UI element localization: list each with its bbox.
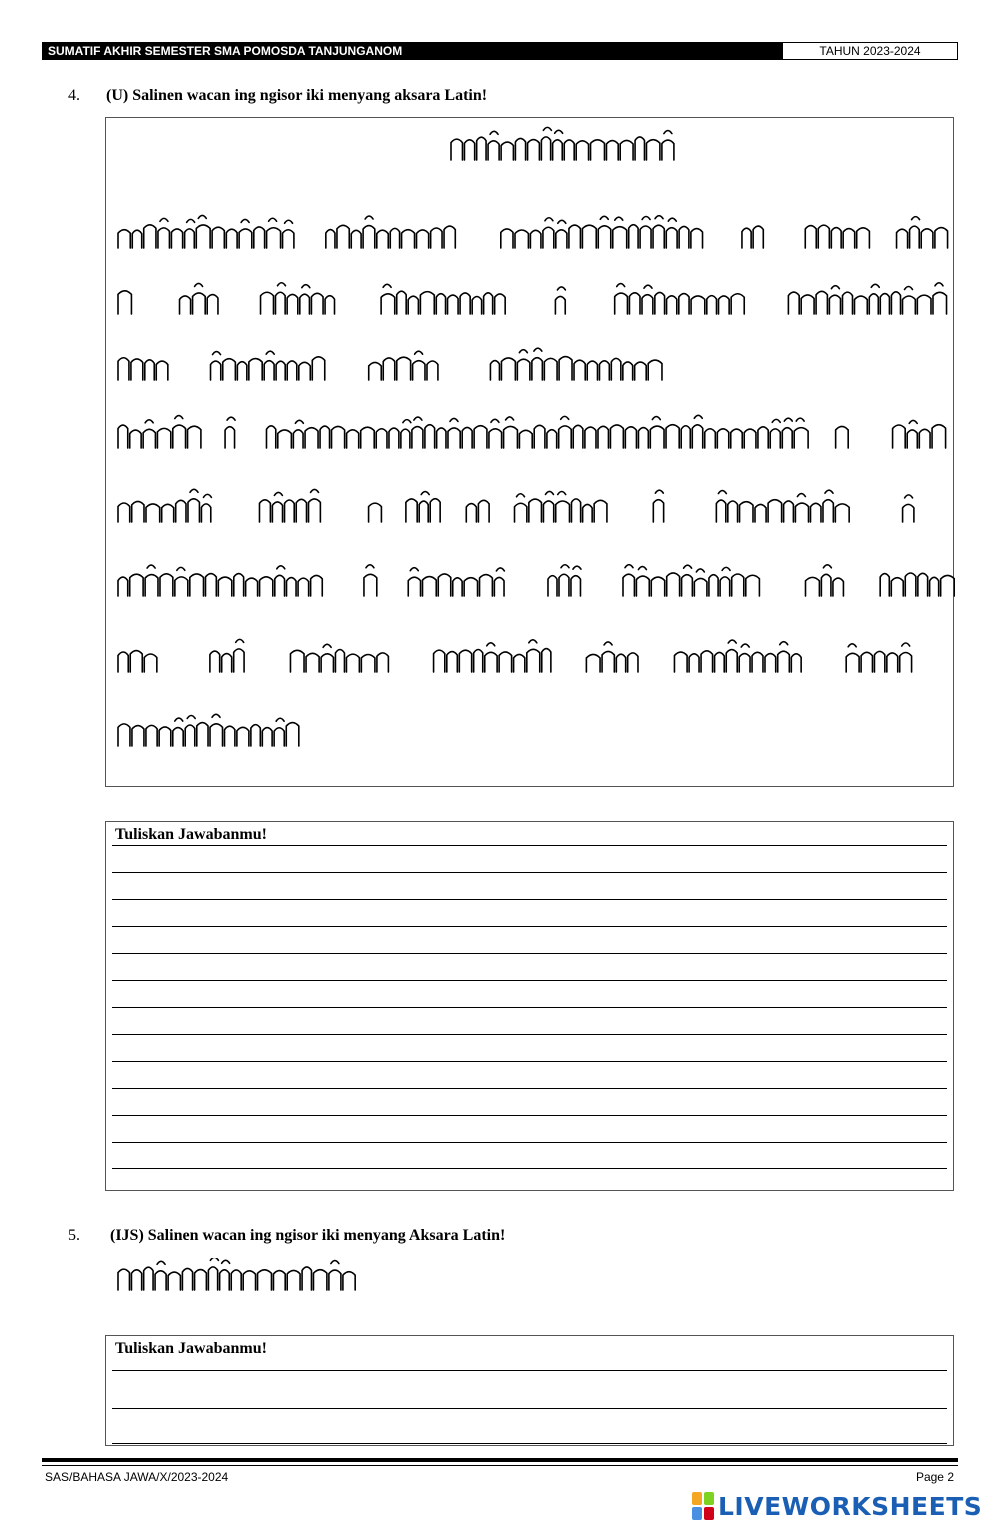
- question-text: (U) Salinen wacan ing ngisor iki menyang aksara Latin!: [106, 87, 488, 104]
- answer-box-5[interactable]: [105, 1335, 954, 1446]
- footer-code: SAS/BAHASA JAWA/X/2023-2024: [45, 1470, 229, 1484]
- answer-line: [112, 953, 947, 954]
- answer-line: [112, 1168, 947, 1169]
- question-4: [68, 87, 928, 109]
- question-number: 4.: [68, 87, 80, 104]
- liveworksheets-logo-icon: [692, 1492, 714, 1520]
- answer-line: [112, 899, 947, 900]
- question-number: 5.: [68, 1227, 80, 1244]
- answer-line: [112, 926, 947, 927]
- answer-line: [112, 1443, 947, 1444]
- answer-line: [112, 1034, 947, 1035]
- page-number: Page 2: [915, 1470, 954, 1484]
- answer-line: [112, 1061, 947, 1062]
- answer-line: [112, 1370, 947, 1371]
- answer-line: [112, 845, 947, 846]
- question-text: (IJS) Salinen wacan ing ngisor iki menyang Aksara Latin!: [110, 1227, 506, 1244]
- header-school-title: SUMATIF AKHIR SEMESTER SMA POMOSDA TANJUNGANOM: [42, 42, 782, 60]
- javanese-script-image: [106, 118, 955, 788]
- javanese-script-line: [114, 1258, 374, 1298]
- question-5: [68, 1227, 928, 1249]
- answer-title: Tuliskan Jawabanmu!: [115, 826, 267, 843]
- header-year: TAHUN 2023-2024: [782, 42, 958, 60]
- answer-line: [112, 1088, 947, 1089]
- answer-line: [112, 872, 947, 873]
- answer-line: [112, 1007, 947, 1008]
- answer-line: [112, 1115, 947, 1116]
- answer-title: Tuliskan Jawabanmu!: [115, 1340, 267, 1357]
- liveworksheets-logo: [692, 1489, 982, 1523]
- footer-divider: [42, 1458, 958, 1462]
- answer-line: [112, 980, 947, 981]
- answer-line: [112, 1408, 947, 1409]
- footer-divider: [42, 1465, 958, 1466]
- javanese-script-passage: [105, 117, 954, 787]
- page-header: [42, 42, 958, 60]
- answer-line: [112, 1142, 947, 1143]
- answer-box-4[interactable]: [105, 821, 954, 1191]
- brand-text: LIVEWORKSHEETS: [718, 1491, 983, 1521]
